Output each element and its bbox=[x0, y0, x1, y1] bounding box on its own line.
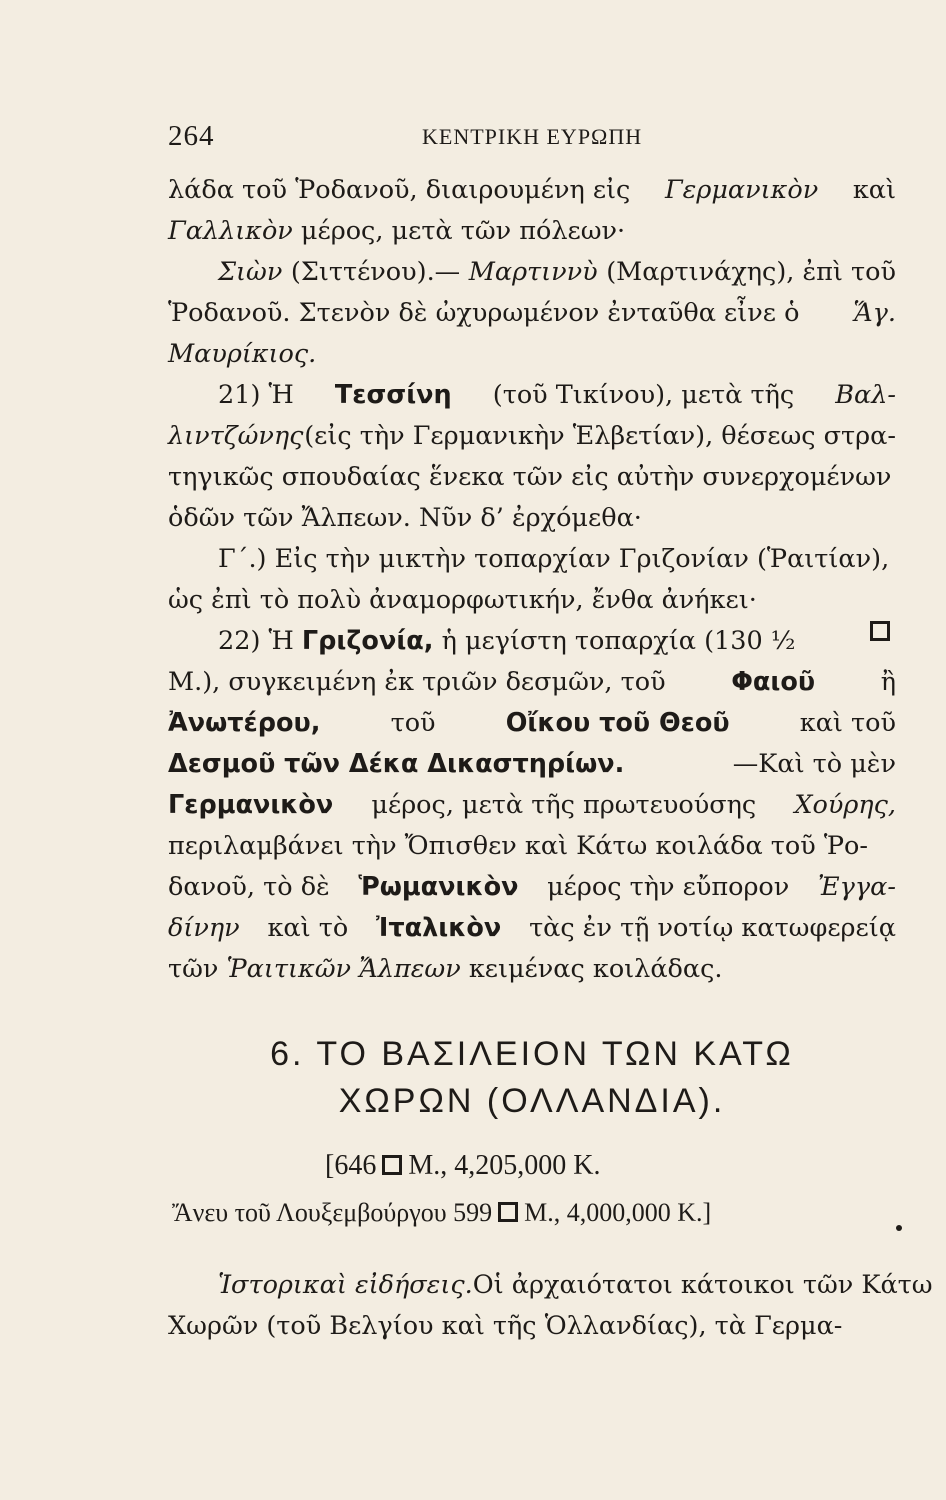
text-line: Ἱστορικαὶ εἰδήσεις. Οἱ ἀρχαιότατοι κάτοικοι τῶν Κάτω bbox=[218, 1270, 933, 1300]
place-name-bold: Τεσσίνη bbox=[334, 380, 452, 410]
text-line: Μαυρίκιος. bbox=[168, 339, 317, 369]
text-line: λάδα τοῦ Ῥοδανοῦ, διαιρουμένη εἰς Γερμανικὸν καὶ bbox=[168, 175, 896, 205]
area-population-stats-excl: Ἄνευ τοῦ Λουξεμβούργου 599 Μ., 4,000,000 Κ.] bbox=[172, 1198, 712, 1227]
text-line: Γερμανικὸν μέρος, μετὰ τῆς πρωτευούσης Χούρης, bbox=[168, 790, 896, 820]
page-number: 264 bbox=[168, 120, 215, 152]
square-miles-icon bbox=[382, 1155, 402, 1175]
text-line: τῶν Ῥαιτικῶν Ἄλπεων κειμένας κοιλάδας. bbox=[168, 954, 723, 984]
text-line: Γαλλικὸν μέρος, μετὰ τῶν πόλεων· bbox=[168, 216, 626, 246]
section-title-line2: ΧΩΡΩΝ (ΟΛΛΑΝΔΙΑ). bbox=[338, 1082, 726, 1120]
square-miles-icon bbox=[870, 621, 890, 641]
place-name-bold: Γριζονία, bbox=[301, 626, 434, 656]
running-head: ΚΕΝΤΡΙΚΗ ΕΥΡΩΠΗ bbox=[422, 124, 643, 149]
text-line: Ἀνωτέρου, τοῦ Οἴκου τοῦ Θεοῦ καὶ τοῦ bbox=[168, 708, 896, 738]
text-line: 22) Ἡ Γριζονία, ἡ μεγίστη τοπαρχία (130 ½ bbox=[168, 621, 896, 662]
section-title: 6. ΤΟ ΒΑΣΙΛΕΙΟΝ ΤΩΝ ΚΑΤΩ bbox=[270, 1035, 794, 1073]
main-text bbox=[168, 170, 896, 990]
text-line: Μ.), συγκειμένη ἐκ τριῶν δεσμῶν, τοῦ Φαιοῦ ἢ bbox=[168, 667, 896, 697]
text-line: ὁδῶν τῶν Ἄλπεων. Νῦν δ’ ἐρχόμεθα· bbox=[168, 503, 642, 533]
page-header bbox=[168, 120, 896, 160]
text-line: Δεσμοῦ τῶν Δέκα Δικαστηρίων. —Καὶ τὸ μὲν bbox=[168, 749, 896, 779]
text-line: Ῥοδανοῦ. Στενὸν δὲ ὠχυρωμένον ἐνταῦθα εἶνε ὁ Ἅγ. bbox=[168, 298, 896, 328]
text-line: ὡς ἐπὶ τὸ πολὺ ἀναμορφωτικήν, ἔνθα ἀνήκει· bbox=[168, 585, 757, 615]
text-line: λιντζώνης (εἰς τὴν Γερμανικὴν Ἑλβετίαν), θέσεως στρα- bbox=[168, 421, 896, 451]
text-line: δίνην καὶ τὸ Ἰταλικὸν τὰς ἐν τῇ νοτίῳ κατωφερείᾳ bbox=[168, 913, 896, 943]
text-line: δανοῦ, τὸ δὲ Ῥωμανικὸν μέρος τὴν εὔπορον Ἐγγα- bbox=[168, 872, 896, 902]
text-line: περιλαμβάνει τὴν Ὄπισθεν καὶ Κάτω κοιλάδα τοῦ Ῥο- bbox=[168, 831, 868, 861]
ink-spot bbox=[896, 1225, 902, 1231]
square-miles-icon bbox=[498, 1202, 518, 1222]
text-line: Σιὼν (Σιττένου).— Μαρτιννὺ (Μαρτινάχης), ἐπὶ τοῦ bbox=[218, 257, 896, 287]
text-line: 21) Ἡ Τεσσίνη (τοῦ Τικίνου), μετὰ τῆς Βαλ- bbox=[168, 375, 896, 416]
text-line: Γ΄.) Εἰς τὴν μικτὴν τοπαρχίαν Γριζονίαν (Ῥαιτίαν), bbox=[218, 544, 890, 574]
history-text bbox=[168, 1262, 933, 1344]
area-population-stats: [646 Μ., 4,205,000 Κ. bbox=[325, 1150, 601, 1181]
text-line: Χωρῶν (τοῦ Βελγίου καὶ τῆς Ὁλλανδίας), τὰ Γερμα- bbox=[168, 1311, 843, 1341]
text-line: τηγικῶς σπουδαίας ἕνεκα τῶν εἰς αὐτὴν συνερχομένων bbox=[168, 462, 892, 492]
